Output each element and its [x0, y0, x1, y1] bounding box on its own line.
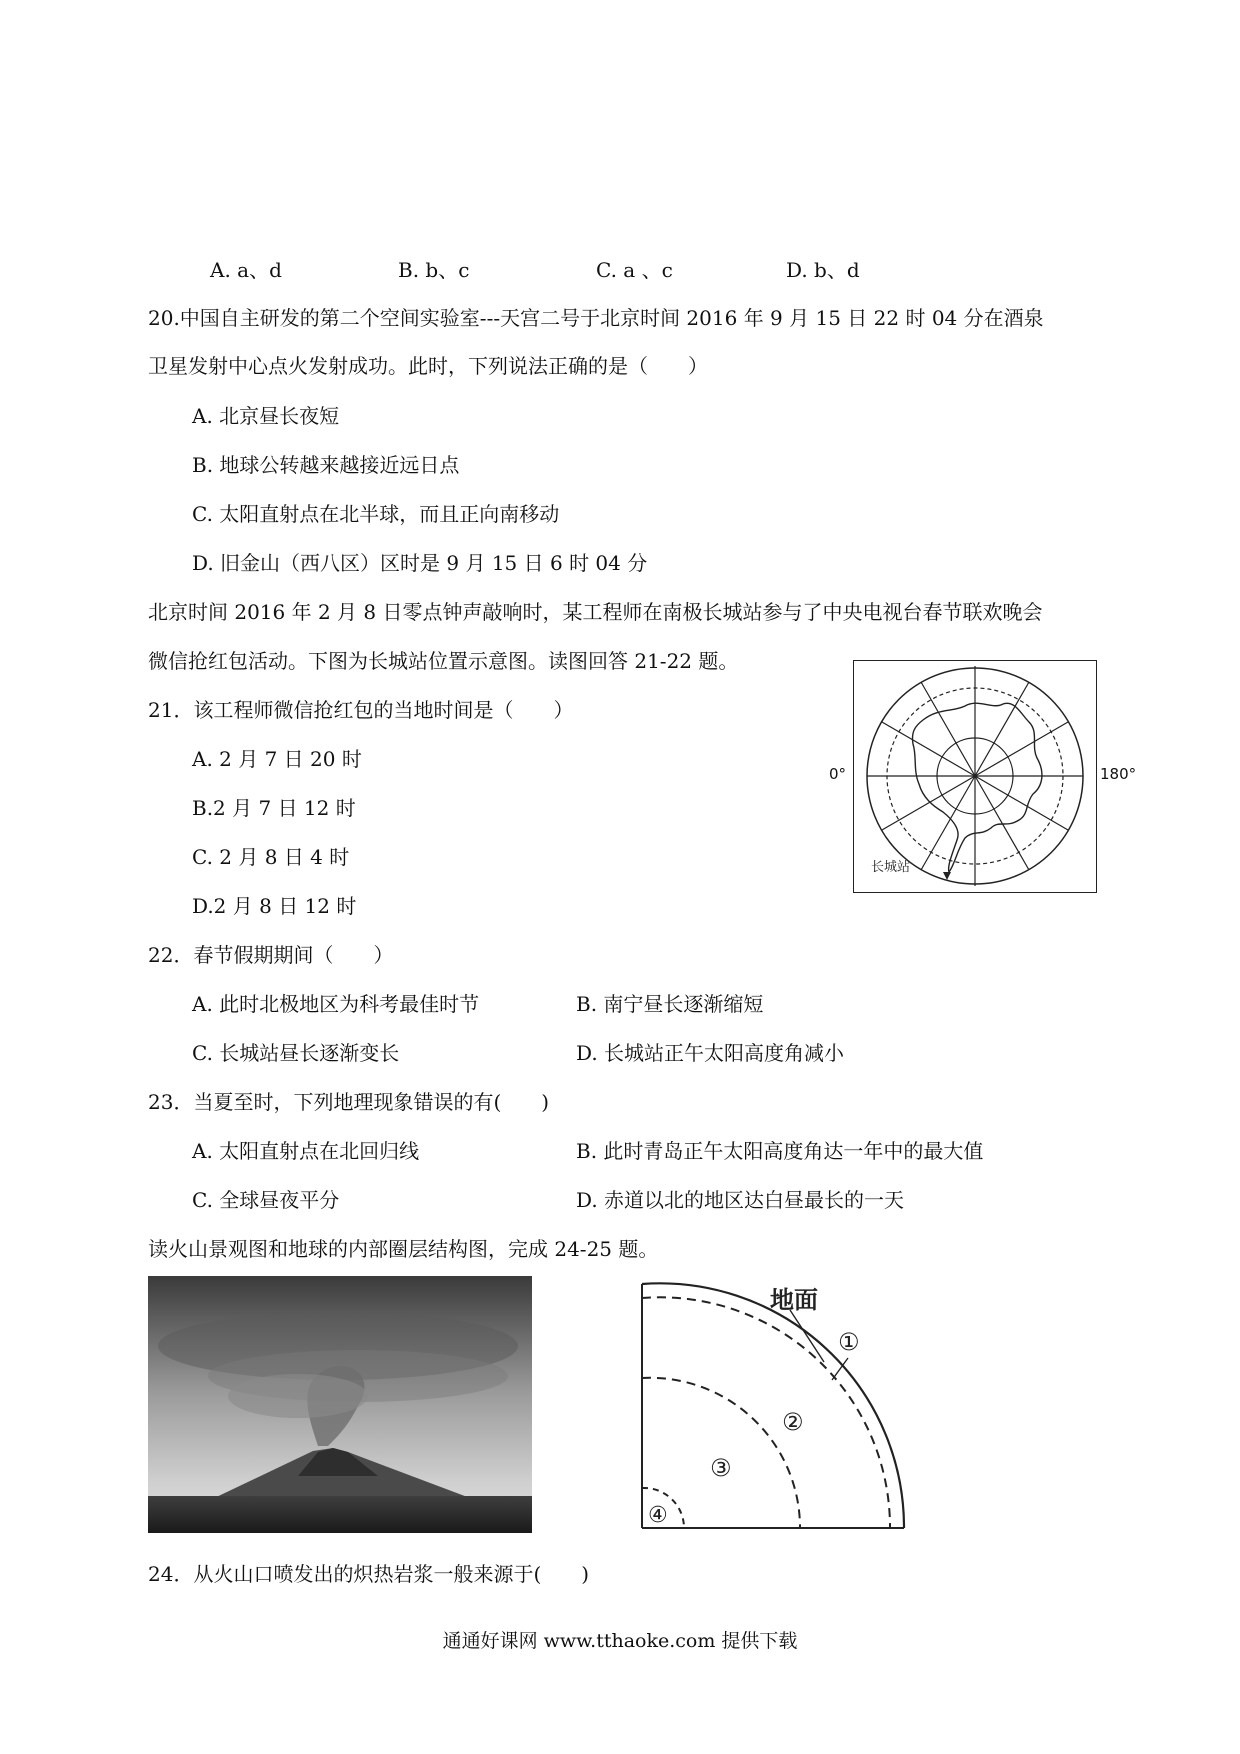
- layer-3-label: ③: [710, 1454, 732, 1482]
- q22-option-c: C. 长城站昼长逐渐变长: [192, 1041, 400, 1065]
- q20-option-b: B. 地球公转越来越接近远日点: [192, 453, 460, 477]
- intro-24-25: 读火山景观图和地球的内部圈层结构图，完成 24-25 题。: [148, 1237, 659, 1261]
- q22-option-b: B. 南宁昼长逐渐缩短: [576, 992, 764, 1016]
- layer-1-label: ①: [838, 1328, 860, 1356]
- intro-21-22-line2: 微信抢红包活动。下图为长城站位置示意图。读图回答 21-22 题。: [148, 649, 739, 673]
- q23-option-d: D. 赤道以北的地区达白昼最长的一天: [576, 1188, 905, 1212]
- q23-option-c: C. 全球昼夜平分: [192, 1188, 340, 1212]
- q20-option-c: C. 太阳直射点在北半球，而且正向南移动: [192, 502, 560, 526]
- layer-2-label: ②: [782, 1408, 804, 1436]
- q23-option-b: B. 此时青岛正午太阳高度角达一年中的最大值: [576, 1139, 984, 1163]
- q23-stem: 23．当夏至时，下列地理现象错误的有( ): [148, 1090, 550, 1114]
- intro-21-22-line1: 北京时间 2016 年 2 月 8 日零点钟声敲响时，某工程师在南极长城站参与了中央电视台春节联欢晚会: [148, 600, 1043, 624]
- q20-option-d: D. 旧金山（西八区）区时是 9 月 15 日 6 时 04 分: [192, 551, 648, 575]
- station-label: 长城站: [871, 860, 911, 875]
- q19-option-b: B. b、c: [398, 258, 470, 282]
- q23-option-a: A. 太阳直射点在北回归线: [192, 1139, 420, 1163]
- map-label-0deg: 0°: [829, 765, 847, 783]
- q20-stem-line2: 卫星发射中心点火发射成功。此时，下列说法正确的是（ ）: [148, 354, 708, 378]
- q20-option-a: A. 北京昼长夜短: [192, 404, 340, 428]
- antarctica-polar-map: [853, 660, 1097, 893]
- q19-option-c: C. a 、c: [596, 258, 673, 282]
- footer-download-note: 通通好课网 www.tthaoke.com 提供下载: [442, 1630, 798, 1652]
- surface-label: 地面: [770, 1286, 818, 1314]
- q20-stem-line1: 20.中国自主研发的第二个空间实验室---天宫二号于北京时间 2016 年 9 月 15 日 22 时 04 分在酒泉: [148, 306, 1044, 330]
- q19-option-d: D. b、d: [786, 258, 860, 282]
- earth-interior-diagram: [640, 1270, 920, 1542]
- q21-option-b: B.2 月 7 日 12 时: [192, 796, 356, 820]
- q22-option-a: A. 此时北极地区为科考最佳时节: [192, 992, 480, 1016]
- q22-option-d: D. 长城站正午太阳高度角减小: [576, 1041, 845, 1065]
- q24-stem: 24．从火山口喷发出的炽热岩浆一般来源于( ): [148, 1562, 590, 1586]
- q21-option-c: C. 2 月 8 日 4 时: [192, 845, 350, 869]
- q21-option-a: A. 2 月 7 日 20 时: [192, 747, 362, 771]
- map-label-180deg: 180°: [1100, 765, 1137, 783]
- layer-4-label: ④: [648, 1503, 668, 1528]
- q21-stem: 21．该工程师微信抢红包的当地时间是（ ）: [148, 698, 574, 722]
- q19-option-a: A. a、d: [210, 258, 282, 282]
- volcano-photo: [148, 1276, 532, 1533]
- q21-option-d: D.2 月 8 日 12 时: [192, 894, 357, 918]
- q22-stem: 22．春节假期期间（ ）: [148, 943, 394, 967]
